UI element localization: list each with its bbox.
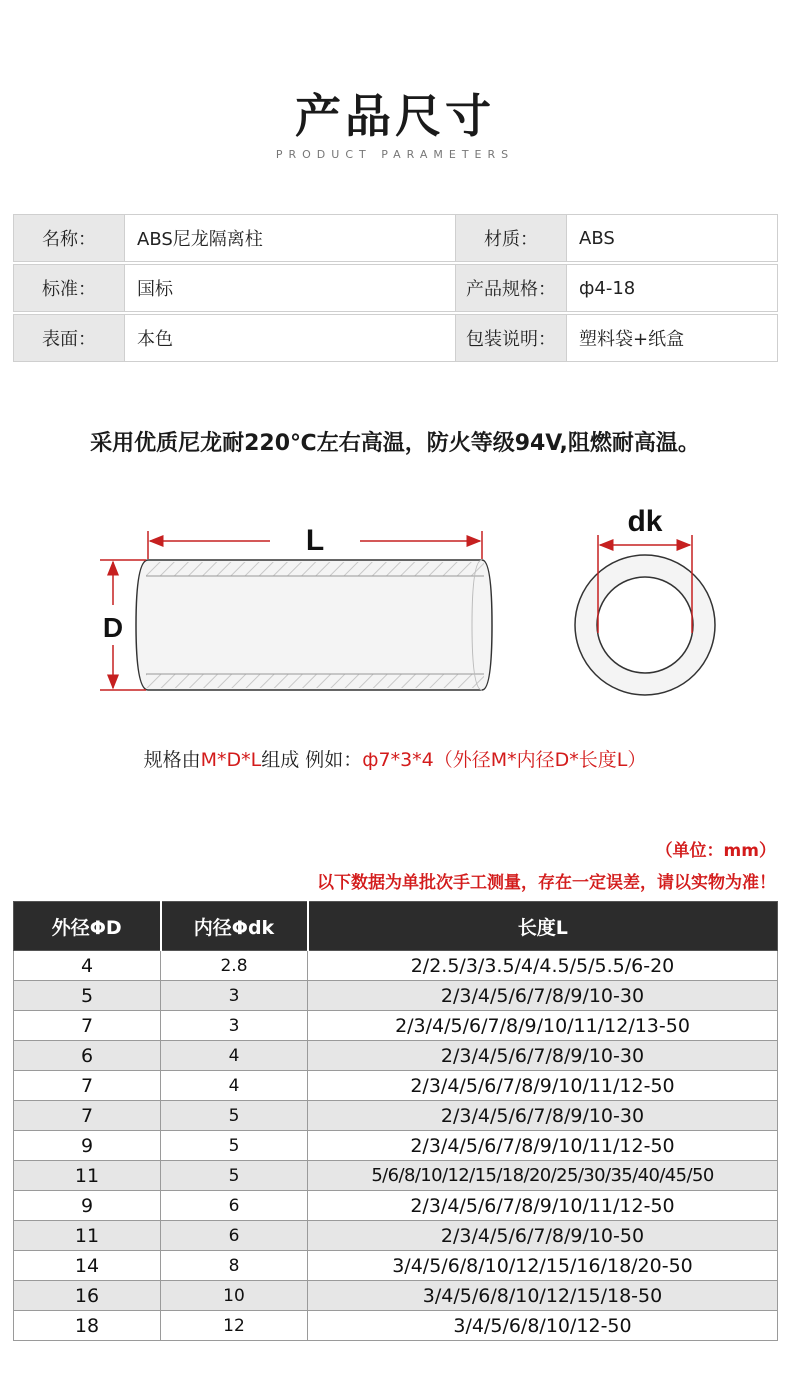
inner-diameter-cell: 5 bbox=[161, 1131, 308, 1161]
outer-diameter-cell: 6 bbox=[14, 1041, 161, 1071]
length-cell: 2/3/4/5/6/7/8/9/10/11/12-50 bbox=[308, 1191, 778, 1221]
header-inner-diameter: 内径Φdk bbox=[161, 902, 308, 951]
table-row bbox=[14, 1101, 778, 1131]
param-value: ф4-18 bbox=[567, 265, 778, 312]
table-row bbox=[14, 1041, 778, 1071]
formula-example: ф7*3*4 bbox=[362, 749, 434, 771]
param-label: 表面： bbox=[14, 315, 125, 362]
inner-diameter-cell: 4 bbox=[161, 1071, 308, 1101]
length-label: L bbox=[305, 524, 325, 557]
length-cell: 3/4/5/6/8/10/12/15/18-50 bbox=[308, 1281, 778, 1311]
inner-diameter-cell: 6 bbox=[161, 1221, 308, 1251]
inner-diameter-cell: 5 bbox=[161, 1161, 308, 1191]
inner-diameter-cell: 12 bbox=[161, 1311, 308, 1341]
length-cell: 2/3/4/5/6/7/8/9/10-50 bbox=[308, 1221, 778, 1251]
length-cell: 2/3/4/5/6/7/8/9/10-30 bbox=[308, 981, 778, 1011]
slogan-text: 采用优质尼龙耐220℃左右高温，防火等级94V,阻燃耐高温。 bbox=[90, 431, 700, 456]
inner-diameter-cell: 8 bbox=[161, 1251, 308, 1281]
outer-diameter-cell: 9 bbox=[14, 1191, 161, 1221]
param-value: ABS bbox=[567, 215, 778, 262]
inner-diameter-cell: 3 bbox=[161, 1011, 308, 1041]
header-length: 长度L bbox=[308, 902, 778, 951]
outer-diameter-cell: 7 bbox=[14, 1071, 161, 1101]
length-cell: 2/2.5/3/3.5/4/4.5/5/5.5/6-20 bbox=[308, 951, 778, 981]
table-row bbox=[14, 981, 778, 1011]
length-cell: 2/3/4/5/6/7/8/9/10-30 bbox=[308, 1101, 778, 1131]
warning-note: 以下数据为单批次手工测量，存在一定误差，请以实物为准！ bbox=[317, 873, 776, 893]
table-row bbox=[14, 1011, 778, 1041]
length-cell: 2/3/4/5/6/7/8/9/10/11/12-50 bbox=[308, 1131, 778, 1161]
table-row bbox=[14, 1221, 778, 1251]
length-cell: 2/3/4/5/6/7/8/9/10/11/12/13-50 bbox=[308, 1011, 778, 1041]
outer-diameter-cell: 11 bbox=[14, 1161, 161, 1191]
length-cell: 2/3/4/5/6/7/8/9/10-30 bbox=[308, 1041, 778, 1071]
param-label: 产品规格： bbox=[456, 265, 567, 312]
tube-side-view bbox=[136, 560, 492, 690]
param-label: 包装说明： bbox=[456, 315, 567, 362]
outer-diameter-cell: 7 bbox=[14, 1011, 161, 1041]
params-row bbox=[14, 215, 778, 262]
outer-diameter-cell: 9 bbox=[14, 1131, 161, 1161]
params-table bbox=[13, 214, 778, 362]
outer-diameter-cell: 14 bbox=[14, 1251, 161, 1281]
spec-table bbox=[13, 901, 778, 1341]
outer-diameter-cell: 11 bbox=[14, 1221, 161, 1251]
table-row bbox=[14, 951, 778, 981]
length-cell: 3/4/5/6/8/10/12-50 bbox=[308, 1311, 778, 1341]
diameter-label: D bbox=[102, 612, 124, 643]
inner-diameter-cell: 3 bbox=[161, 981, 308, 1011]
table-row bbox=[14, 1251, 778, 1281]
outer-diameter-cell: 7 bbox=[14, 1101, 161, 1131]
param-value: 塑料袋+纸盒 bbox=[567, 315, 778, 362]
length-cell: 3/4/5/6/8/10/12/15/16/18/20-50 bbox=[308, 1251, 778, 1281]
inner-diameter-cell: 10 bbox=[161, 1281, 308, 1311]
param-label: 名称： bbox=[14, 215, 125, 262]
outer-diameter-cell: 4 bbox=[14, 951, 161, 981]
table-row bbox=[14, 1161, 778, 1191]
formula-mid: 组成 例如： bbox=[261, 749, 363, 771]
params-row bbox=[14, 265, 778, 312]
header-outer-diameter: 外径ΦD bbox=[14, 902, 161, 951]
length-dimension bbox=[148, 524, 482, 559]
table-row bbox=[14, 1131, 778, 1161]
spec-formula bbox=[0, 745, 790, 772]
outer-diameter-cell: 16 bbox=[14, 1281, 161, 1311]
inner-diameter-cell: 2.8 bbox=[161, 951, 308, 981]
param-value: 本色 bbox=[125, 315, 456, 362]
tube-end-view bbox=[575, 505, 715, 695]
length-cell: 2/3/4/5/6/7/8/9/10/11/12-50 bbox=[308, 1071, 778, 1101]
param-value: 国标 bbox=[125, 265, 456, 312]
inner-diameter-cell: 4 bbox=[161, 1041, 308, 1071]
unit-note: （单位：mm） bbox=[655, 841, 776, 861]
inner-diameter-label: dk bbox=[627, 505, 663, 538]
param-label: 标准： bbox=[14, 265, 125, 312]
param-value: ABS尼龙隔离柱 bbox=[125, 215, 456, 262]
formula-explain: （外径M*内径D*长度L） bbox=[433, 749, 647, 771]
page-subtitle: PRODUCT PARAMETERS bbox=[275, 148, 515, 161]
table-row bbox=[14, 1311, 778, 1341]
inner-diameter-cell: 5 bbox=[161, 1101, 308, 1131]
formula-mdl: M*D*L bbox=[200, 749, 262, 771]
table-row bbox=[14, 1281, 778, 1311]
dimension-diagram bbox=[0, 495, 790, 710]
outer-diameter-cell: 18 bbox=[14, 1311, 161, 1341]
outer-diameter-cell: 5 bbox=[14, 981, 161, 1011]
param-label: 材质： bbox=[456, 215, 567, 262]
table-row bbox=[14, 1191, 778, 1221]
params-row bbox=[14, 315, 778, 362]
table-row bbox=[14, 1071, 778, 1101]
formula-prefix: 规格由 bbox=[143, 749, 201, 771]
inner-diameter-cell: 6 bbox=[161, 1191, 308, 1221]
page-title: 产品尺寸 bbox=[295, 89, 495, 143]
length-cell: 5/6/8/10/12/15/18/20/25/30/35/40/45/50 bbox=[308, 1161, 778, 1191]
